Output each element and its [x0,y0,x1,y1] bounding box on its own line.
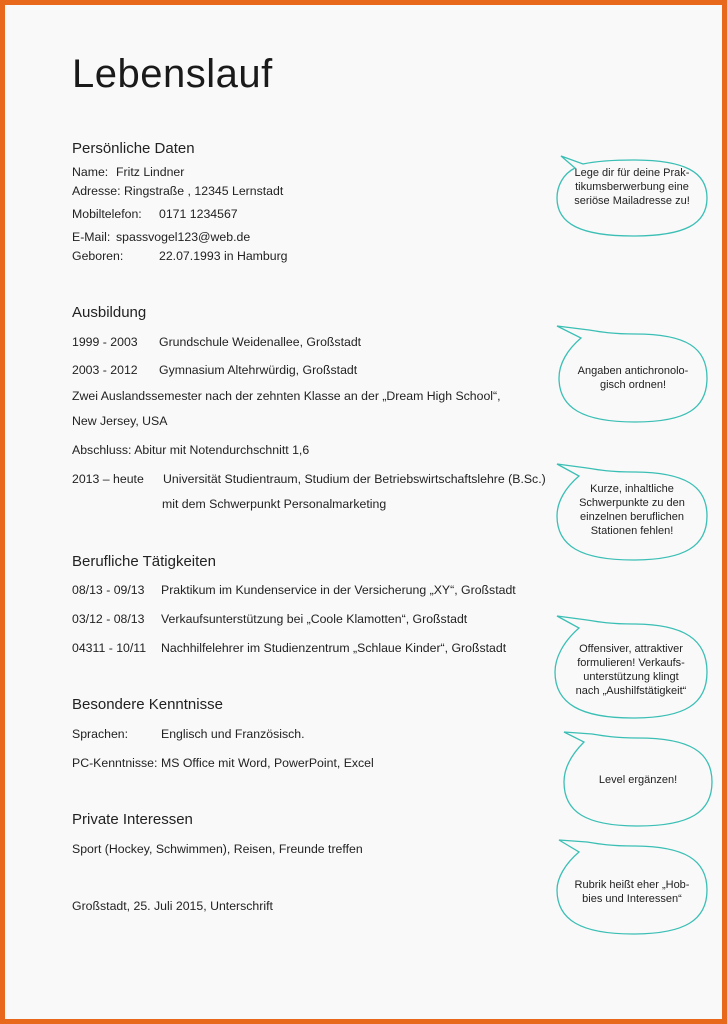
section-heading-work: Berufliche Tätigkeiten [72,553,216,570]
email-value: spassvogel123@web.de [116,230,251,244]
pc-skills-label: PC-Kenntnisse: [72,756,158,770]
education-entry: Gymnasium Altehrwürdig, Großstadt [159,363,358,377]
comment-bubble-wording [553,612,713,724]
comment-text: Kurze, inhaltliche Schwerpunkte zu den einzelnen beruflichen Stationen fehlen! [579,483,685,537]
page-title: Lebenslauf [72,52,273,96]
comment-bubble-level [560,728,720,832]
languages-label: Sprachen: [72,727,129,741]
education-entry: Universität Studientraum, Studium der Betriebswirtschaftslehre (B.Sc.) [163,472,546,486]
comment-bubble-hobbies [553,838,713,940]
education-entry: Grundschule Weidenallee, Großstadt [159,335,362,349]
education-line: Abschluss: Abitur mit Notendurchschnitt 1,6 [72,443,310,457]
pc-skills-value: MS Office mit Word, PowerPoint, Excel [161,756,374,770]
comment-text: Level ergänzen! [598,774,678,786]
education-date: 2003 - 2012 [72,363,138,377]
mobile-value: 0171 1234567 [159,207,238,221]
name-value: Fritz Lindner [116,165,185,179]
work-entry: Verkaufsunterstützung bei „Coole Klamotten“, Großstadt [161,612,468,626]
comment-text: Angaben antichronolo- gisch ordnen! [577,365,689,391]
work-date: 03/12 - 08/13 [72,612,145,626]
name-label: Name: [72,165,109,179]
work-date: 08/13 - 09/13 [72,583,145,597]
interests-text: Sport (Hockey, Schwimmen), Reisen, Freunde treffen [72,842,363,856]
comment-text: Offensiver, attraktiver formulieren! Verkaufs- unterstützung klingt nach „Aushilfstätigkeit“ [575,643,687,697]
section-heading-personal: Persönliche Daten [72,140,195,157]
mobile-label: Mobiltelefon: [72,207,142,221]
address-label: Adresse: [72,184,121,198]
section-heading-education: Ausbildung [72,304,147,321]
born-label: Geboren: [72,249,124,263]
comment-bubble-email [553,146,713,242]
comment-bubble-order [553,320,713,428]
education-line: New Jersey, USA [72,414,168,428]
comment-text: Lege dir für deine Prak- tikumsberwerbung eine seriöse Mailadresse zu! [574,167,690,207]
section-heading-interests: Private Interessen [72,811,193,828]
work-entry: Nachhilfelehrer im Studienzentrum „Schlaue Kinder“, Großstadt [161,641,507,655]
education-line: mit dem Schwerpunkt Personalmarketing [162,497,387,511]
address-value: Ringstraße , 12345 Lernstadt [124,184,284,198]
email-label: E-Mail: [72,230,111,244]
education-date: 2013 – heute [72,472,144,486]
comment-text: Rubrik heißt eher „Hob- bies und Interessen“ [574,879,690,905]
education-line: Zwei Auslandssemester nach der zehnten Klasse an der „Dream High School“, [72,389,501,403]
education-date: 1999 - 2003 [72,335,138,349]
work-date: 04311 - 10/11 [72,641,147,655]
languages-value: Englisch und Französisch. [161,727,305,741]
work-entry: Praktikum im Kundenservice in der Versicherung „XY“, Großstadt [161,583,516,597]
born-value: 22.07.1993 in Hamburg [159,249,288,263]
signature-line: Großstadt, 25. Juli 2015, Unterschrift [72,899,273,913]
section-heading-skills: Besondere Kenntnisse [72,696,223,713]
comment-bubble-focus [553,460,713,564]
